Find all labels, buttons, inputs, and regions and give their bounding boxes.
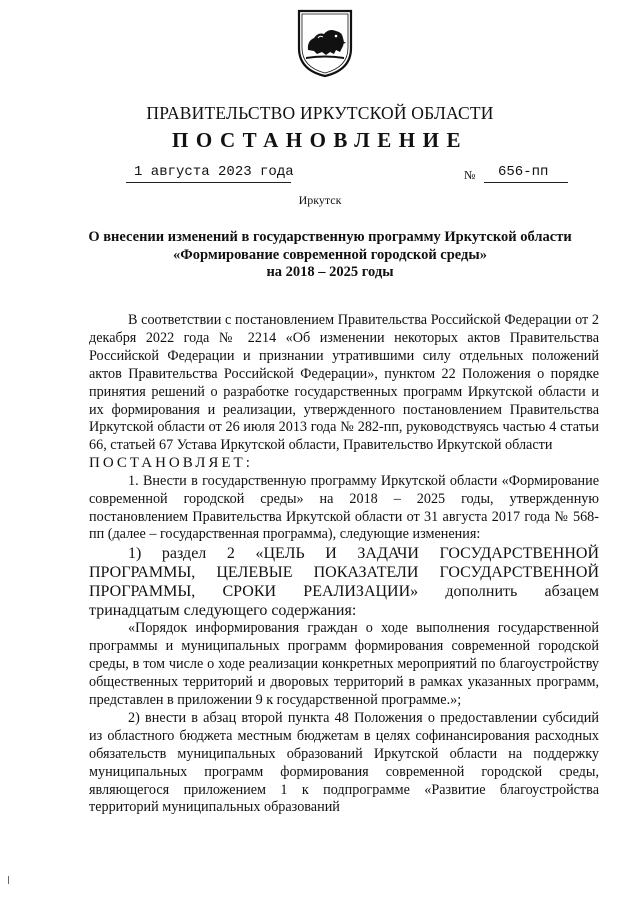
city-name: Иркутск xyxy=(298,193,342,207)
number-underline xyxy=(484,182,568,183)
item-1-paragraph: 1. Внести в государственную программу Иркутской области «Формирование современной городской среды» на 2018 – 2025 годы, утвержденную постановлением Правительства Иркутской области от 31 августа 2017 года № 568-пп (далее – государственная программа), следующие изменения: xyxy=(89,472,599,543)
margin-mark xyxy=(8,876,9,884)
document-date: 1 августа 2023 года xyxy=(134,164,294,180)
coat-of-arms-icon xyxy=(296,8,354,78)
date-underline xyxy=(126,182,291,183)
subitem-1-paragraph: 1) раздел 2 «ЦЕЛЬ И ЗАДАЧИ ГОСУДАРСТВЕННОЙ ПРОГРАММЫ, ЦЕЛЕВЫЕ ПОКАЗАТЕЛИ ГОСУДАРСТВЕННОЙ ПРОГРАММЫ, СРОКИ РЕАЛИЗАЦИИ» дополнить абзацем тринадцатым следующего содержания: xyxy=(89,545,599,620)
heading-line-2: «Формирование современной городской среды» xyxy=(173,246,487,263)
quoted-paragraph: «Порядок информирования граждан о ходе выполнения государственной программы и муниципальных программ формирования современной городской среды, в том числе о ходе реализации конкретных мероприятий по благоустройству общественных территорий и дворовых территорий в рамках указанных программ, представлен в приложении 9 к государственной программе.»; xyxy=(89,620,599,708)
document-heading xyxy=(60,229,600,282)
document-body xyxy=(89,312,599,817)
heading-line-1: О внесении изменений в государственную программу Иркутской области xyxy=(88,229,572,245)
heading-line-3: на 2018 – 2025 годы xyxy=(266,264,394,280)
subitem-2-paragraph: 2) внести в абзац второй пункта 48 Положения о предоставлении субсидий из областного бюджета местным бюджетам в целях софинансирования расходных обязательств муниципальных образований Иркутской области на поддержку муниципальных программ формирования современной городской среды, являющегося приложением 1 к подпрограмме «Развитие благоустройства территорий муниципальных образований xyxy=(89,709,599,816)
number-sign: № xyxy=(464,168,476,182)
document-type: ПОСТАНОВЛЕНИЕ xyxy=(172,128,468,152)
document-number: 656-пп xyxy=(498,164,549,180)
preamble-paragraph: В соответствии с постановлением Правительства Российской Федерации от 2 декабря 2022 года № 2214 «Об изменении некоторых актов Правительства Российской Федерации и признании утратившими силу отдельных положений актов Правительства Российской Федерации», пунктом 22 Положения о порядке принятия решений о разработке государственных программ Иркутской области и их формирования и реализации, утвержденного постановлением Правительства Иркутской области от 26 июля 2013 года № 282-пп, руководствуясь частью 4 статьи 66, статьей 67 Устава Иркутской области, Правительство Иркутской области xyxy=(89,312,599,454)
decree-word: ПОСТАНОВЛЯЕТ: xyxy=(89,455,253,472)
government-name: ПРАВИТЕЛЬСТВО ИРКУТСКОЙ ОБЛАСТИ xyxy=(146,103,494,123)
